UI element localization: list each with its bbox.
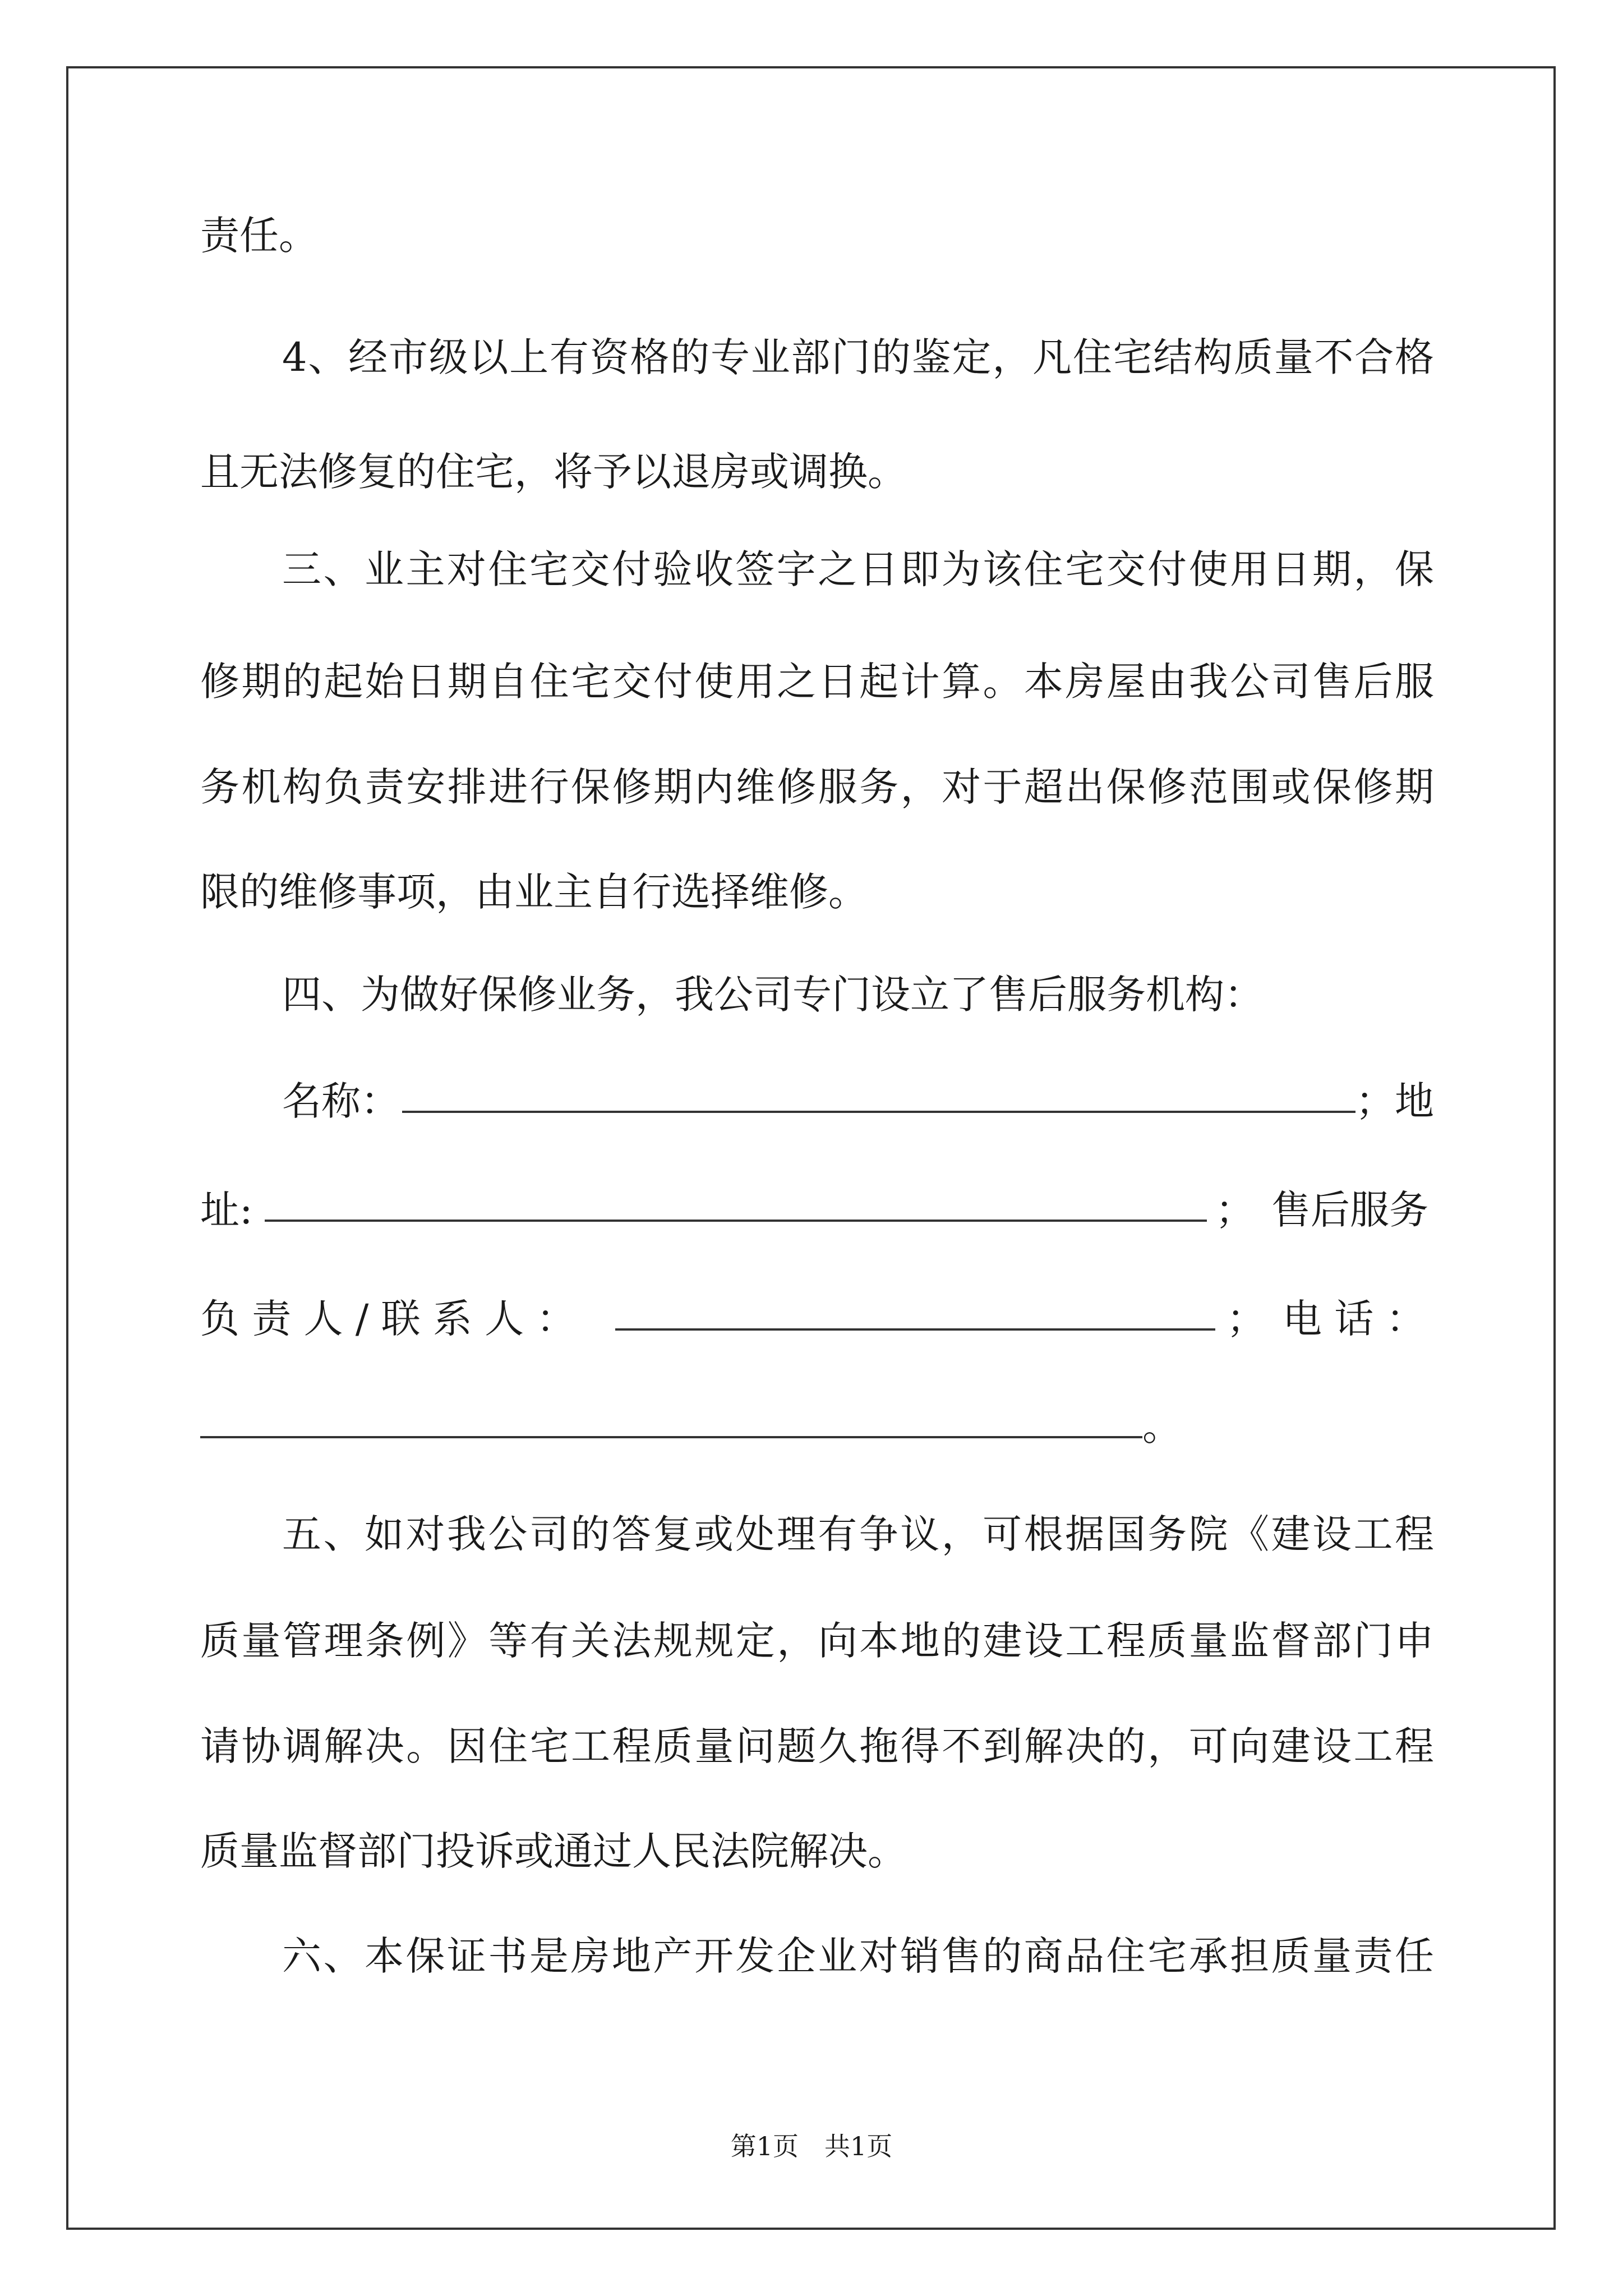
form-line-phone bbox=[200, 1401, 1434, 1452]
paragraph-line: 4、经市级以上有资格的专业部门的鉴定，凡住宅结构质量不合格 bbox=[282, 334, 1434, 380]
paragraph-line: 五、如对我公司的答复或处理有争议，可根据国务院《建设工程 bbox=[282, 1511, 1434, 1557]
address-blank[interactable] bbox=[265, 1185, 1207, 1222]
contact-blank[interactable] bbox=[615, 1294, 1215, 1331]
name-label: 名称： bbox=[282, 1078, 400, 1124]
address-label: 址: bbox=[200, 1187, 253, 1233]
paragraph-line: 六、本保证书是房地产开发企业对销售的商品住宅承担质量责任 bbox=[282, 1933, 1434, 1979]
service-label: 售后服务 bbox=[1271, 1187, 1428, 1233]
paragraph-line: 质量管理条例》等有关法规规定，向本地的建设工程质量监督部门申 bbox=[200, 1618, 1434, 1664]
name-suffix: ；地 bbox=[1355, 1078, 1434, 1124]
contact-suffix: ； bbox=[1227, 1296, 1266, 1342]
paragraph-line: 责任。 bbox=[200, 213, 318, 259]
paragraph-line: 限的维修事项，由业主自行选择维修。 bbox=[200, 869, 868, 915]
name-blank[interactable] bbox=[402, 1076, 1355, 1113]
paragraph-line: 四、为做好保修业务，我公司专门设立了售后服务机构： bbox=[282, 972, 1264, 1018]
page-border bbox=[66, 66, 1556, 2230]
form-line-contact bbox=[200, 1294, 1434, 1344]
form-line-name bbox=[200, 1076, 1434, 1126]
paragraph-line: 质量监督部门投诉或通过人民法院解决。 bbox=[200, 1828, 907, 1874]
paragraph-line: 修期的起始日期自住宅交付使用之日起计算。本房屋由我公司售后服 bbox=[200, 659, 1434, 705]
paragraph-line: 三、业主对住宅交付验收签字之日即为该住宅交付使用日期，保 bbox=[282, 546, 1434, 592]
contact-label: 负 责 人 / 联 系 人 ： bbox=[200, 1296, 576, 1342]
paragraph-line: 且无法修复的住宅，将予以退房或调换。 bbox=[200, 449, 907, 495]
address-suffix: ； bbox=[1215, 1187, 1255, 1233]
end-mark: 。 bbox=[1142, 1404, 1182, 1450]
paragraph-line: 务机构负责安排进行保修期内维修服务，对于超出保修范围或保修期 bbox=[200, 764, 1434, 810]
phone-label: 电 话 ： bbox=[1283, 1296, 1426, 1342]
phone-blank[interactable] bbox=[200, 1401, 1142, 1438]
form-line-address bbox=[200, 1185, 1434, 1235]
paragraph-line: 请协调解决。因住宅工程质量问题久拖得不到解决的，可向建设工程 bbox=[200, 1723, 1434, 1769]
page-footer: 第1页 共1页 bbox=[730, 2131, 893, 2161]
